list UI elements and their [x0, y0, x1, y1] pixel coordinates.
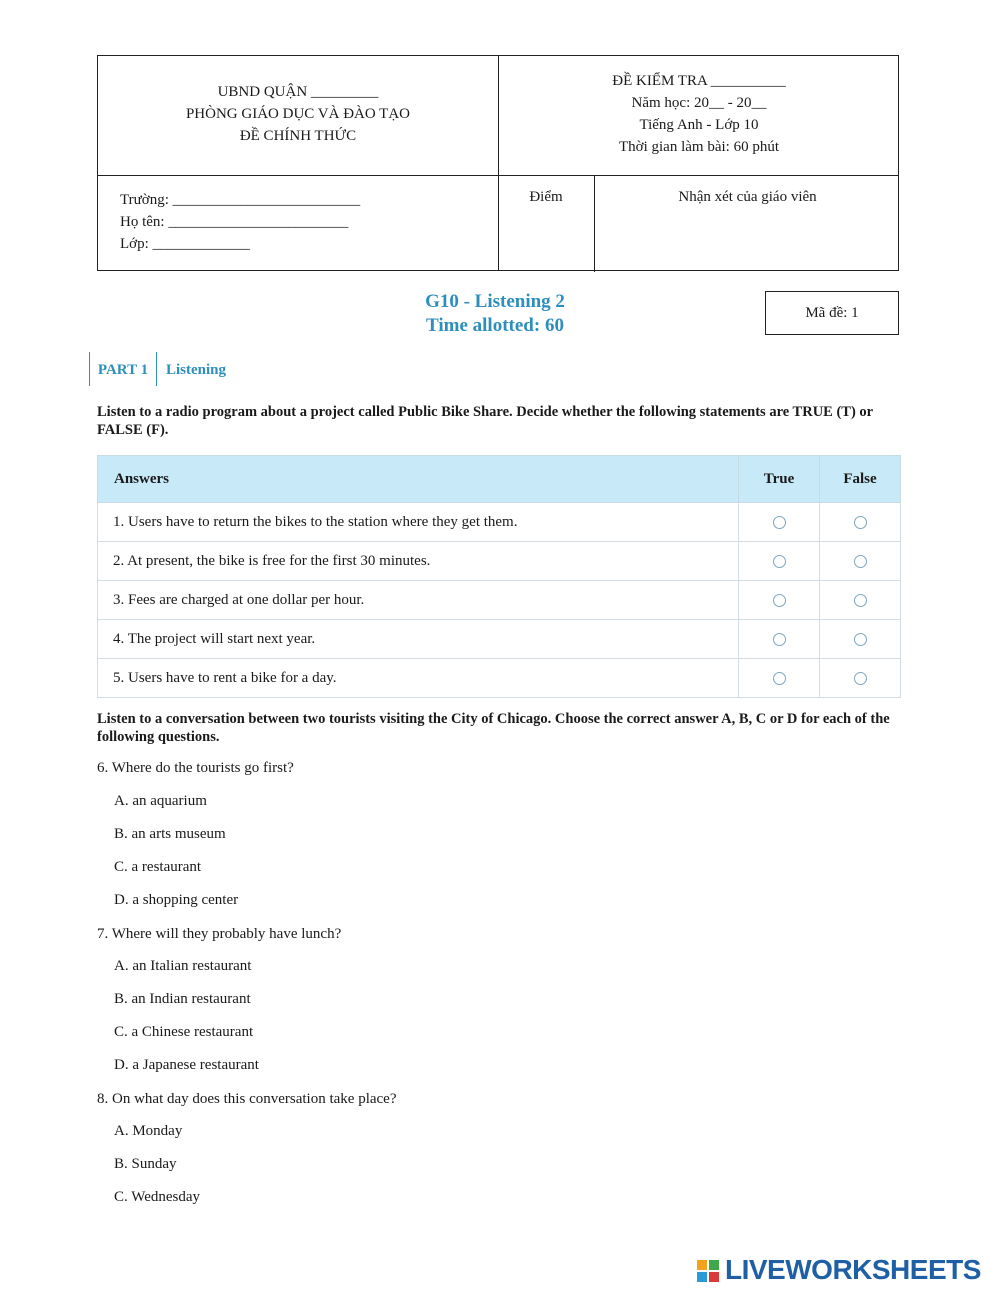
header-left — [98, 81, 498, 147]
false-radio[interactable] — [854, 555, 867, 568]
liveworksheets-logo — [697, 1254, 997, 1288]
true-radio[interactable] — [773, 516, 786, 529]
table-row — [98, 503, 901, 542]
department-line: PHÒNG GIÁO DỤC VÀ ĐÀO TẠO — [185, 106, 411, 122]
option-7d[interactable]: D. a Japanese restaurant — [114, 1057, 259, 1073]
table-header — [98, 456, 901, 503]
option-8c[interactable]: C. Wednesday — [114, 1189, 201, 1205]
option-6b[interactable]: B. an arts museum — [114, 826, 226, 842]
part-tab: PART 1 — [89, 352, 157, 386]
comment-label: Nhận xét của giáo viên — [678, 189, 817, 205]
option-7a[interactable]: A. an Italian restaurant — [114, 958, 252, 974]
statement: 5. Users have to rent a bike for a day. — [98, 659, 739, 698]
statement: 2. At present, the bike is free for the first 30 minutes. — [98, 542, 739, 581]
option-7b[interactable]: B. an Indian restaurant — [114, 991, 251, 1007]
option-6a[interactable]: A. an aquarium — [114, 793, 207, 809]
table-row — [98, 581, 901, 620]
logo-icon — [697, 1260, 719, 1282]
exam-code: Mã đề: 1 — [765, 291, 899, 335]
true-radio[interactable] — [773, 672, 786, 685]
table-row — [98, 542, 901, 581]
true-header: True — [739, 456, 820, 503]
class-field: Lớp: _____________ — [120, 236, 251, 252]
option-6c[interactable]: C. a restaurant — [114, 859, 202, 875]
official-line: ĐỀ CHÍNH THỨC — [239, 128, 357, 144]
option-8b[interactable]: B. Sunday — [114, 1156, 177, 1172]
table-row — [98, 620, 901, 659]
option-8a[interactable]: A. Monday — [114, 1123, 183, 1139]
worksheet-title — [330, 290, 660, 338]
statement: 4. The project will start next year. — [98, 620, 739, 659]
question-7: 7. Where will they probably have lunch? — [97, 926, 342, 942]
title-line-2: Time allotted: 60 — [426, 315, 564, 336]
instruction-1: Listen to a radio program about a project called Public Bike Share. Decide whether the following statements are TRUE (T) or FALSE (F). — [97, 404, 873, 438]
statement: 1. Users have to return the bikes to the station where they get them. — [98, 503, 739, 542]
false-radio[interactable] — [854, 516, 867, 529]
divider — [98, 175, 898, 176]
false-radio[interactable] — [854, 594, 867, 607]
score-label: Điểm — [529, 189, 563, 205]
answers-header: Answers — [98, 456, 739, 503]
question-6: 6. Where do the tourists go first? — [97, 760, 294, 776]
school-field: Trường: _________________________ — [120, 192, 361, 208]
true-radio[interactable] — [773, 594, 786, 607]
name-field: Họ tên: ________________________ — [120, 214, 349, 230]
true-radio[interactable] — [773, 633, 786, 646]
true-false-table — [97, 455, 901, 698]
time-line: Thời gian làm bài: 60 phút — [619, 139, 779, 155]
district-line: UBND QUẬN _________ — [217, 84, 379, 100]
false-radio[interactable] — [854, 633, 867, 646]
instruction-2: Listen to a conversation between two tourists visiting the City of Chicago. Choose the correct answer A, B, C or D for each of the following questions. — [97, 711, 890, 745]
part-name: Listening — [166, 362, 227, 378]
false-header: False — [820, 456, 901, 503]
title-line-1: G10 - Listening 2 — [425, 291, 565, 312]
statement: 3. Fees are charged at one dollar per hour. — [98, 581, 739, 620]
option-6d[interactable]: D. a shopping center — [114, 892, 239, 908]
true-radio[interactable] — [773, 555, 786, 568]
table-row — [98, 659, 901, 698]
logo-text: LIVEWORKSHEETS — [725, 1254, 981, 1285]
exam-line: ĐỀ KIỂM TRA __________ — [612, 73, 786, 89]
exam-header — [97, 55, 899, 271]
question-8: 8. On what day does this conversation take place? — [97, 1091, 397, 1107]
subject-line: Tiếng Anh - Lớp 10 — [639, 117, 759, 133]
false-radio[interactable] — [854, 672, 867, 685]
year-line: Năm học: 20__ - 20__ — [631, 95, 767, 111]
option-7c[interactable]: C. a Chinese restaurant — [114, 1024, 254, 1040]
student-info — [120, 189, 360, 255]
header-right — [498, 70, 900, 158]
